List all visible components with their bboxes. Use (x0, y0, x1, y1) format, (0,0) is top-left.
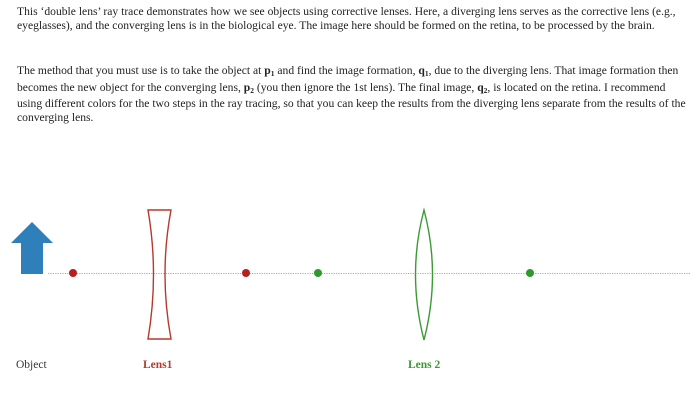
method-text-c: , due to the diverging lens. That image formation then becomes the new object for the converging lens, (17, 64, 679, 94)
p2-symbol: $p_2$ (243, 80, 254, 95)
object-arrow-icon (11, 222, 53, 274)
lens1-focal-point-right (242, 269, 250, 277)
lens1-label: Lens1 (143, 359, 173, 371)
lens2-focal-point-right (526, 269, 534, 277)
method-text-e: , is located on the retina. I recommend using different colors for the two steps in the ray tracing, so that you can keep the results from the diverging lens separate from the results of the converging lens. (17, 80, 686, 124)
q1-symbol: $q_1$ (418, 64, 429, 78)
method-text-a: The method that you must use is to take the object at (17, 64, 265, 77)
lens2-label: Lens 2 (408, 359, 441, 371)
method-text-b: and find the image formation, (274, 64, 419, 77)
intro-paragraph: This ‘double lens’ ray trace demonstrates how we see objects using corrective lenses. Here, a diverging lens serves as the corrective lens (e.g., eyeglasses), and the converging lens is in the biological eye. The image here should be formed on the retina, to be processed by the brain. (17, 5, 676, 32)
diverging-lens-icon (148, 210, 171, 339)
lens1-focal-point-left (69, 269, 77, 277)
lens2-focal-point-left (314, 269, 322, 277)
q2-symbol: $q_2$ (477, 80, 488, 95)
p1-symbol: $p_1$ (264, 64, 275, 78)
object-label: Object (16, 359, 47, 371)
method-text-d: (you then ignore the 1st lens). The final image, (253, 80, 478, 94)
converging-lens-icon (416, 210, 433, 340)
